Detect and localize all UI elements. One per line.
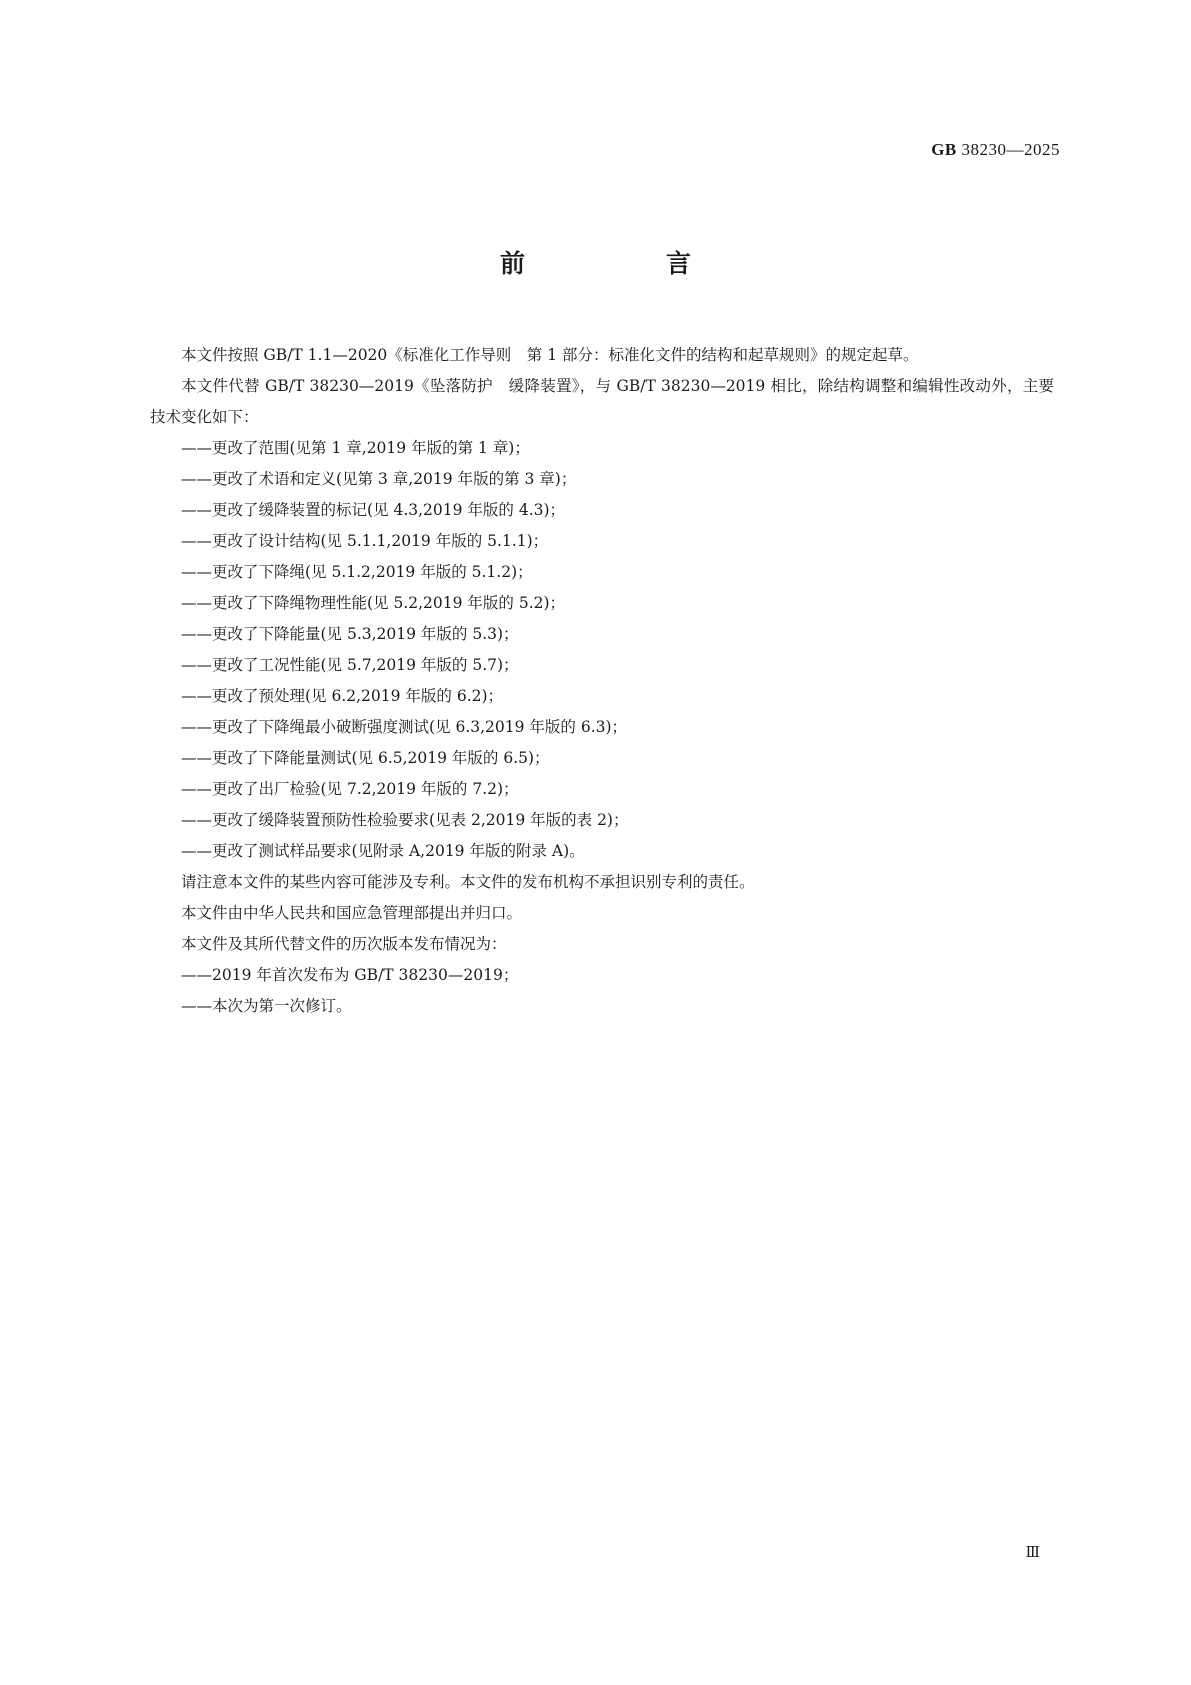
change-item: ——更改了测试样品要求(见附录 A,2019 年版的附录 A)。 <box>181 842 585 860</box>
page-title: 前 言 <box>499 249 749 278</box>
standard-code-prefix: GB <box>931 140 957 159</box>
change-item: ——更改了下降绳(见 5.1.2,2019 年版的 5.1.2)； <box>181 563 533 581</box>
patent-notice: 请注意本文件的某些内容可能涉及专利。本文件的发布机构不承担识别专利的责任。 <box>181 873 755 891</box>
change-item: ——更改了设计结构(见 5.1.1,2019 年版的 5.1.1)； <box>181 532 549 550</box>
change-item: ——更改了下降能量(见 5.3,2019 年版的 5.3)； <box>181 625 519 643</box>
history-item: ——2019 年首次发布为 GB/T 38230—2019； <box>181 966 519 984</box>
standard-code-number: 38230—2025 <box>961 140 1060 159</box>
change-item: ——更改了缓降装置预防性检验要求(见表 2,2019 年版的表 2)； <box>181 811 629 829</box>
change-item: ——更改了下降能量测试(见 6.5,2019 年版的 6.5)； <box>181 749 550 767</box>
change-item: ——更改了预处理(见 6.2,2019 年版的 6.2)； <box>181 687 504 705</box>
standard-code <box>931 140 1060 160</box>
proposer-notice: 本文件由中华人民共和国应急管理部提出并归口。 <box>181 904 523 922</box>
change-item: ——更改了缓降装置的标记(见 4.3,2019 年版的 4.3)； <box>181 501 566 519</box>
change-item: ——更改了下降绳物理性能(见 5.2,2019 年版的 5.2)； <box>181 594 566 612</box>
change-item: ——更改了出厂检验(见 7.2,2019 年版的 7.2)； <box>181 780 519 798</box>
change-item: ——更改了范围(见第 1 章,2019 年版的第 1 章)； <box>181 439 530 457</box>
intro-paragraph: 本文件代替 GB/T 38230—2019《坠落防护 缓降装置》，与 GB/T 38230—2019 相比，除结构调整和编辑性改动外，主要技术变化如下： <box>150 377 1054 426</box>
history-item: ——本次为第一次修订。 <box>181 997 352 1015</box>
page-number: Ⅲ <box>1025 1545 1040 1561</box>
history-heading: 本文件及其所代替文件的历次版本发布情况为： <box>181 935 507 953</box>
change-item: ——更改了下降绳最小破断强度测试(见 6.3,2019 年版的 6.3)； <box>181 718 628 736</box>
change-item: ——更改了工况性能(见 5.7,2019 年版的 5.7)； <box>181 656 519 674</box>
foreword-body <box>150 340 1054 1022</box>
change-item: ——更改了术语和定义(见第 3 章,2019 年版的第 3 章)； <box>181 470 577 488</box>
intro-paragraph: 本文件按照 GB/T 1.1—2020《标准化工作导则 第 1 部分：标准化文件的结构和起草规则》的规定起草。 <box>181 346 919 364</box>
